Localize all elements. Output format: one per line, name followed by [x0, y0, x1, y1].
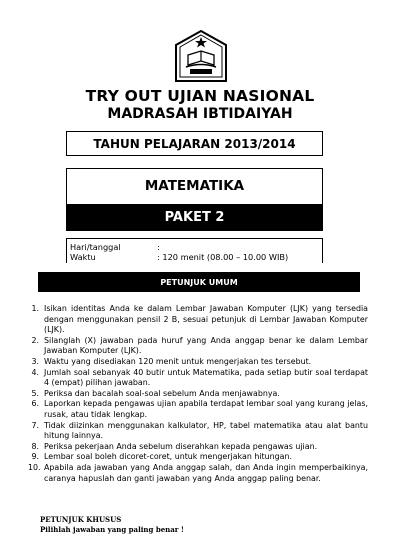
exam-info-box	[66, 238, 323, 263]
item-text: Periksa pekerjaan Anda sebelum diserahkan kepada pengawas ujian.	[44, 441, 318, 451]
subject-box	[66, 168, 323, 230]
general-instructions-heading: PETUNJUK UMUM	[38, 272, 360, 292]
item-number: 5.	[31, 388, 39, 398]
list-item	[28, 421, 368, 442]
time-row	[70, 252, 322, 262]
list-item	[28, 463, 368, 484]
list-item	[28, 399, 368, 420]
item-text: Waktu yang disediakan 120 menit untuk mengerjakan tes tersebut.	[44, 356, 312, 366]
list-item	[28, 389, 368, 400]
date-value: :	[157, 242, 160, 252]
item-number: 3.	[31, 356, 39, 366]
item-text: Periksa dan bacalah soal-soal sebelum Anda menjawabnya.	[44, 388, 280, 398]
item-text: Apabila ada jawaban yang Anda anggap salah, dan Anda ingin memperbaikinya, caranya hapuslah dan ganti jawaban yang Anda anggap paling benar.	[44, 462, 368, 483]
item-number: 4.	[31, 367, 39, 377]
list-item	[28, 368, 368, 389]
page-subtitle: MADRASAH IBTIDAIYAH	[107, 106, 293, 122]
item-number: 1.	[31, 304, 39, 313]
subject-name: MATEMATIKA	[144, 178, 245, 194]
page-title: TRY OUT UJIAN NASIONAL	[85, 87, 315, 105]
date-row	[70, 242, 322, 252]
list-item	[28, 304, 368, 336]
special-instructions-heading: PETUNJUK KHUSUS	[40, 515, 122, 524]
item-text: Laporkan kepada pengawas ujian apabila terdapat lembar soal yang kurang jelas, rusak, atau tidak lengkap.	[44, 399, 368, 419]
ministry-emblem-icon	[172, 29, 230, 85]
academic-year-box: TAHUN PELAJARAN 2013/2014	[66, 131, 323, 156]
item-number: 2.	[31, 335, 39, 345]
item-number: 8.	[31, 441, 39, 451]
item-text: Silanglah (X) jawaban pada huruf yang Anda anggap benar ke dalam Lembar Jawaban Komputer (LJK).	[44, 335, 368, 356]
item-number: 6.	[31, 399, 39, 409]
list-item	[28, 442, 368, 453]
instruction-list	[28, 304, 368, 484]
list-item	[28, 452, 368, 463]
item-number: 10.	[28, 462, 41, 472]
special-instructions	[40, 515, 184, 535]
list-item	[28, 357, 368, 368]
special-instructions-text: Pilihlah jawaban yang paling benar !	[40, 525, 185, 534]
item-text: Jumlah soal sebanyak 40 butir untuk Matematika, pada setiap butir soal terdapat 4 (empat) pilihan jawaban.	[44, 367, 368, 388]
item-number: 7.	[31, 420, 39, 430]
time-label: Waktu	[70, 252, 96, 262]
list-item	[28, 336, 368, 357]
date-label: Hari/tanggal	[70, 242, 121, 252]
item-text: Isikan identitas Anda ke dalam Lembar Jawaban Komputer (LJK) yang tersedia dengan menggunakan pensil 2 B, sesuai petunjuk di Lembar Jawaban Komputer (LJK).	[44, 304, 368, 335]
item-text: Tidak diizinkan menggunakan kalkulator, HP, tabel matematika atau alat bantu hitung lainnya.	[44, 420, 368, 441]
item-text: Lembar soal boleh dicoret-coret, untuk mengerjakan hitungan.	[44, 452, 292, 462]
paket-label: PAKET 2	[66, 204, 323, 231]
item-number: 9.	[31, 452, 39, 462]
time-value: : 120 menit (08.00 – 10.00 WIB)	[157, 252, 289, 262]
